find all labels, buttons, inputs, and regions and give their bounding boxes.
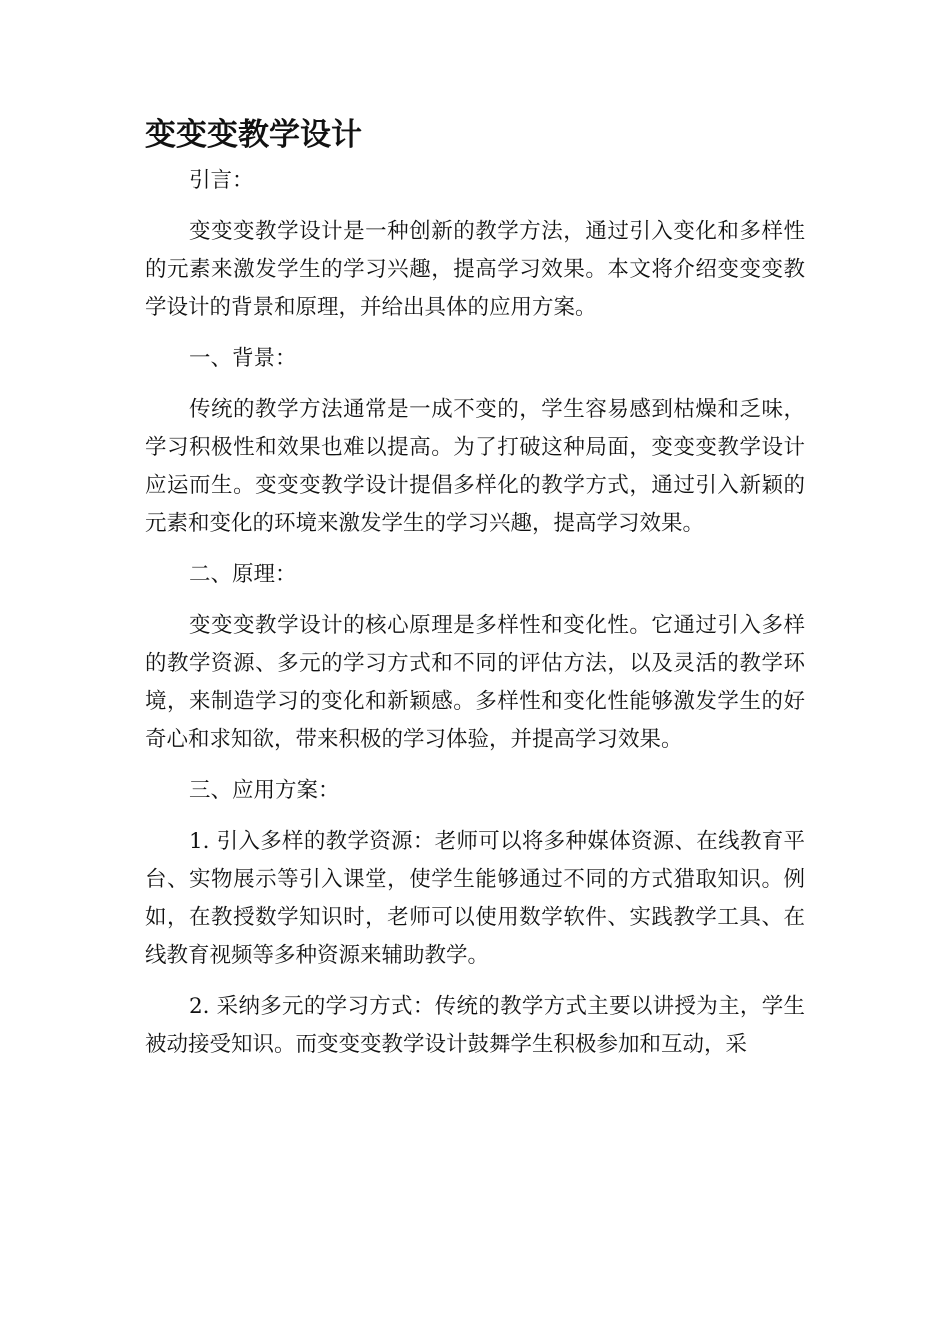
- application-item-1: 1. 引入多样的教学资源：老师可以将多种媒体资源、在线教育平台、实物展示等引入课堂，使学生能够通过不同的方式猎取知识。例如，在教授数学知识时，老师可以使用数学软件、实践教学工具、在线教育视频等多种资源来辅助教学。: [145, 829, 805, 968]
- principle-paragraph: 变变变教学设计的核心原理是多样性和变化性。它通过引入多样的教学资源、多元的学习方式和不同的评估方法，以及灵活的教学环境，来制造学习的变化和新颖感。多样性和变化性能够激发学生的好奇心和求知欲，带来积极的学习体验，并提高学习效果。: [145, 613, 805, 752]
- section-heading-application: 三、应用方案：: [189, 778, 340, 803]
- page-title: 变变变教学设计: [145, 117, 362, 153]
- document-body: [145, 162, 805, 1077]
- application-item-2: 2. 采纳多元的学习方式：传统的教学方式主要以讲授为主，学生被动接受知识。而变变变教学设计鼓舞学生积极参加和互动，采: [145, 994, 805, 1057]
- section-heading-principle: 二、原理：: [189, 562, 297, 587]
- intro-paragraph: 变变变教学设计是一种创新的教学方法，通过引入变化和多样性的元素来激发学生的学习兴趣，提高学习效果。本文将介绍变变变教学设计的背景和原理，并给出具体的应用方案。: [145, 219, 805, 320]
- section-heading-background: 一、背景：: [189, 346, 297, 371]
- background-paragraph: 传统的教学方法通常是一成不变的，学生容易感到枯燥和乏味，学习积极性和效果也难以提高。为了打破这种局面，变变变教学设计应运而生。变变变教学设计提倡多样化的教学方式，通过引入新颖的元素和变化的环境来激发学生的学习兴趣，提高学习效果。: [145, 397, 805, 536]
- intro-label: 引言：: [189, 168, 254, 193]
